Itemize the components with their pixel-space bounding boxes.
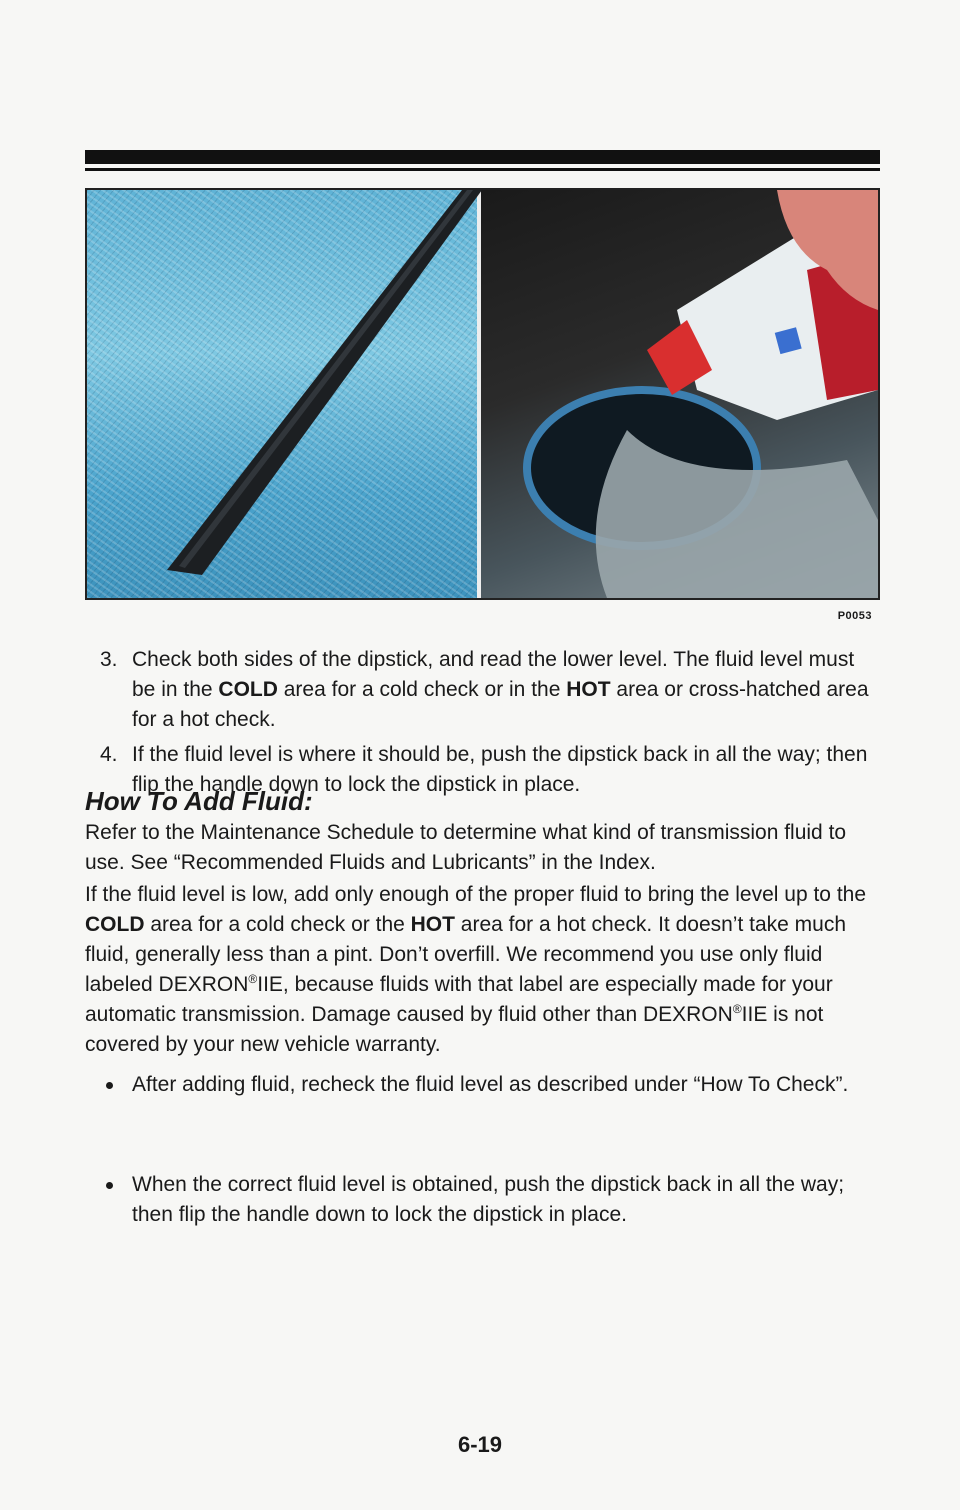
figure-photo xyxy=(85,188,880,600)
step-4: 4. If the fluid level is where it should be, push the dipstick back in all the way; then flip the handle down to lock the dipstick in place. xyxy=(100,740,880,800)
header-rule-thick xyxy=(85,150,880,164)
bullet-icon xyxy=(106,1182,113,1189)
bullet-recheck: After adding fluid, recheck the fluid level as described under “How To Check”. xyxy=(104,1070,884,1100)
step-3: 3. Check both sides of the dipstick, and read the lower level. The fluid level must be in the COLD area for a cold check or in the HOT area or cross-hatched area for a hot check. xyxy=(100,645,880,735)
figure-illustration xyxy=(87,190,878,598)
section-heading: How To Add Fluid: xyxy=(85,786,313,816)
header-rule-thin xyxy=(85,168,880,171)
paragraph-fluid-level: If the fluid level is low, add only enough of the proper fluid to bring the level up to the COLD area for a cold check or the HOT area for a hot check. It doesn’t take much fluid, generally less than a pint. Don’t overfill. We recommend you use only fluid labeled DEXRON®IIE, because fluids with that label are especially made for your automatic transmission. Damage caused by fluid other than DEXRON®IIE is not covered by your new vehicle warranty. xyxy=(85,883,867,1056)
figure-code: P0053 xyxy=(837,610,872,622)
step-number: 3. xyxy=(100,648,118,671)
page-number: 6-19 xyxy=(457,1432,503,1457)
bullet-push-dipstick: When the correct fluid level is obtained, push the dipstick back in all the way; then flip the handle down to lock the dipstick in place. xyxy=(104,1170,884,1230)
step-number: 4. xyxy=(100,743,118,766)
paragraph-refer: Refer to the Maintenance Schedule to determine what kind of transmission fluid to use. See “Recommended Fluids and Lubricants” in the Index. xyxy=(85,821,847,874)
bullet-icon xyxy=(106,1082,113,1089)
